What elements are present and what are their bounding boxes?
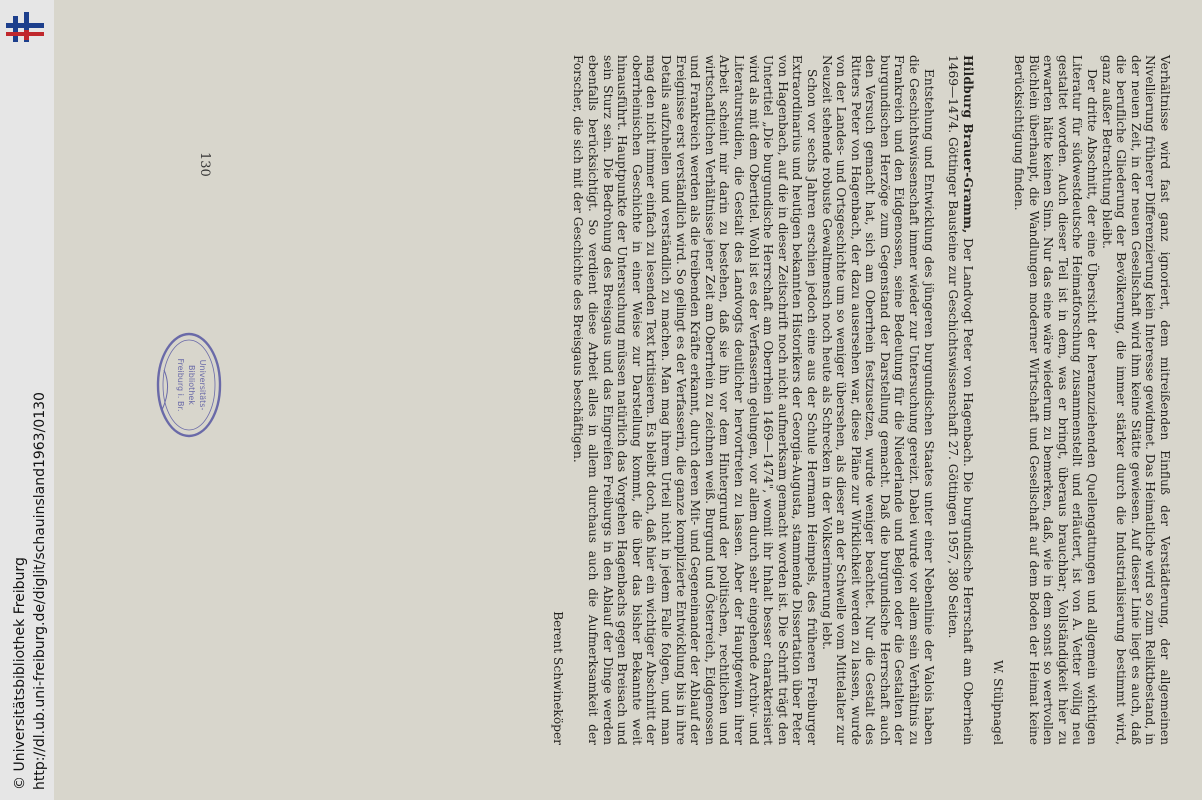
stamp-line-2: Bibliothek <box>187 365 196 405</box>
review-title: Der Landvogt Peter von Hagenbach. Die burgundische Herrschaft am Oberrhein 1469—1474. Göttinger Bausteine zur Geschichtswissenschaft 27. Göttingen 1957, 380 Seiten. <box>946 55 975 745</box>
copyright-notice: © Universitätsbibliothek Freiburg <box>12 557 28 790</box>
viewer-sidebar <box>0 0 54 800</box>
review-paragraph-1: Entstehung und Entwicklung des jüngeren burgundischen Staates unter einer Nebenlinie der Valois haben die Geschichtswissenschaft immer wieder zur Untersuchung gereizt. Dabei wurde vor allem sein Verhältnis zu Frankreich und den Eidgenossen, seine Bedeutung für die Niederlande und Belgien oder die Gestalten der burgundischen Herzöge zum Gegenstand der Darstellung gemacht. Daß die burgundische Herrschaft auch den Versuch gemacht hat, sich am Oberrhein festzusetzen, wurde weniger beachtet. Nur die Gestalt des Ritters Peter von Hagenbach, der dazu ausersehen war, diese Pläne zur Wirklichkeit werden zu lassen, wurde von der Landes- und Ortsgeschichte um so weniger übersehen, als dieser an der Schwelle vom Mittelalter zur Neuzeit stehende robuste Gewaltmensch noch heute als Schrecken in der Volkserinnerung lebt. <box>819 55 936 745</box>
review-paragraph-2: Schon vor sechs Jahren erschien jedoch eine aus der Schule Hermann Heimpels, des früheren Freiburger Extraordinarius und heutigen bekannten Historikers der Georgia-Augusta, stammende Dissertation über Peter von Hagenbach, auf die in dieser Zeitschrift noch nicht aufmerksam gemacht worden ist. Die Schrift trägt den Untertitel „Die burgundische Herrschaft am Oberrhein 1469—1474", womit ihr Inhalt besser charakterisiert wird als mit dem Obertitel. Wohl ist es der Verfasserin gelungen, vor allem durch sehr eingehende Archiv- und Literaturstudien, die Gestalt des Landvogts deutlicher hervortreten zu lassen. Aber der Hauptgewinn ihrer Arbeit scheint mir darin zu bestehen, daß sie ihn vor dem Hintergrund der politischen, rechtlichen und wirtschaftlichen Verhältnisse jener Zeit am Oberrhein zu zeichnen weiß. Burgund und Österreich, Eidgenossen und Frankreich werden als die treibenden Kräfte erkannt, durch deren Mit- und Gegeneinander der Ablauf der Ereignisse erst verständlich wird. So gelingt es der Verfasserin, die ganze komplizierte Entwicklung bis in ihre Details aufzuhellen und verständlich zu machen. Man mag ihrem Urteil nicht in jedem Falle folgen, und man mag den nicht immer einfach zu lesenden Text kritisieren. Es bleibt doch, daß hier ein wichtiger Abschnitt der oberrheinischen Geschichte in einer Weise zur Darstellung kommt, die über das bisher Bekannte weit hinausführt. Hauptpunkte der Untersuchung müssen natürlich das Vorgehen Hagenbachs gegen Breisach und sein Sturz sein. Die Bedrohung des Breisgaus und das Eingreifen Freiburgs in den Ablauf der Dinge werden ebenfalls berücksichtigt. So verdient diese Arbeit alles in allem durchaus auch die Aufmerksamkeit der Forscher, die sich mit der Geschichte des Breisgaus beschäftigen. <box>571 55 819 745</box>
document-url[interactable]: http://dl.ub.uni-freiburg.de/diglit/schauinsland1963/0130 <box>32 392 48 790</box>
review-heading <box>946 55 975 745</box>
intro-paragraph-2: Der dritte Abschnitt, der eine Übersicht der heranzuziehenden Quellengattungen und allgemein wichtigen Literatur für südwestdeutsche Heimatforschung zusammenstellt und erläutert, ist von A. Vetter völlig neu gestaltet worden. Auch dieser Teil ist in dem, was er bringt, überaus brauchbar; Vollständigkeit hier zu erwarten hätte keinen Sinn. Nur das eine wäre wiederum zu bemerken, daß, wie in dem sonst so wertvollen Büchlein überhaupt, die Wandlungen moderner Wirtschaft und Gesellschaft auf dem Boden der Heimat keine Berücksichtigung finden. <box>1012 55 1100 745</box>
scanned-page <box>54 0 1202 800</box>
library-stamp-icon <box>154 330 224 440</box>
stamp-line-1: Universitäts- <box>198 359 207 411</box>
intro-paragraph-1: Verhältnisse wird fast ganz ignoriert, dem mitreißenden Einfluß der Verstädterung, der allgemeinen Nivellierung früherer Differenzierung kein Interesse gewidmet. Das Heimatliche wird so zum Reliktbestand, in der neuen Zeit, in der neuen Gesellschaft wird ihm keine Stätte gewiesen. Auf dieser Linie liegt es auch, daß die berufliche Gliederung der Bevölkerung, die immer stärker durch die Industrialisierung bestimmt wird, ganz außer Betrachtung bleibt. <box>1099 55 1172 745</box>
stamp-line-3: Freiburg i. Br. <box>176 358 185 412</box>
page-number: 130 <box>197 152 212 177</box>
intro-signature: W. Stülpnagel <box>991 660 1006 745</box>
review-author: Hildburg Brauer-Gramm, <box>960 55 975 234</box>
page-text-block <box>112 55 1172 745</box>
library-logo-icon <box>4 8 46 48</box>
review-signature: Berent Schwineköper <box>550 611 565 745</box>
